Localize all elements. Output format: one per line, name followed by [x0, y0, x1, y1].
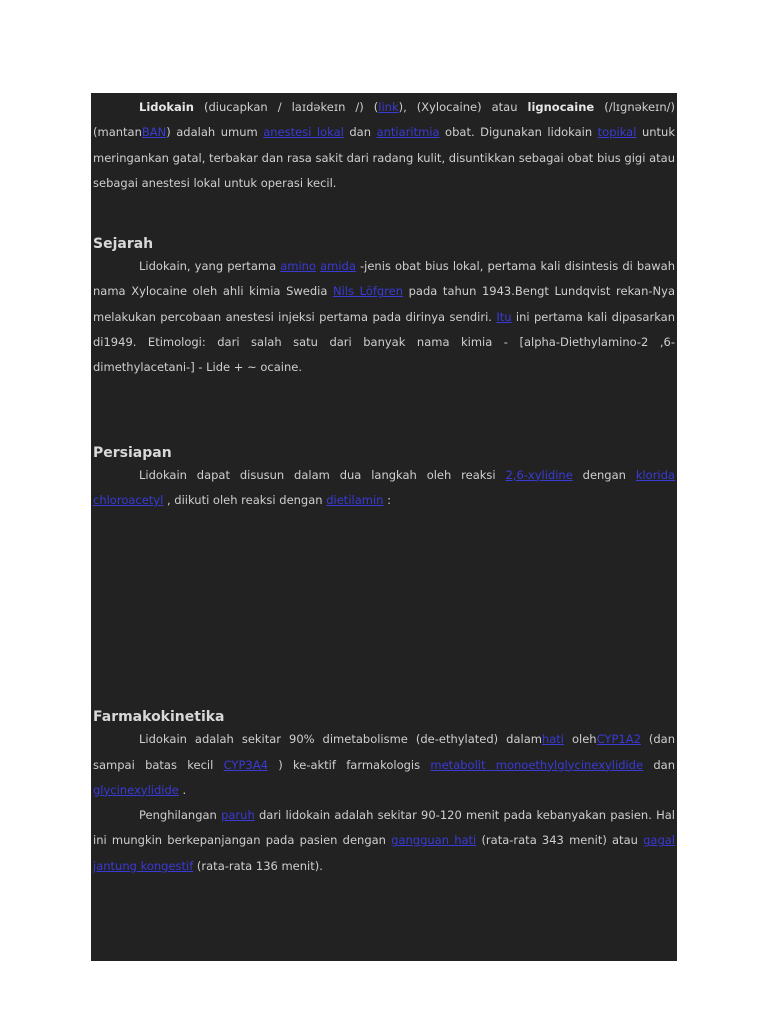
link-anestesi-lokal[interactable]: anestesi lokal [263, 125, 344, 140]
text: . [178, 782, 187, 797]
link-amida[interactable]: amida [320, 259, 356, 274]
link-topikal[interactable]: topikal [597, 125, 637, 140]
link-hati[interactable]: hati [541, 732, 564, 747]
link-cyp3a4[interactable]: CYP3A4 [223, 757, 268, 772]
text: dan [343, 125, 377, 140]
text: (/lɪɡnəkeɪn/) (mantan [93, 100, 675, 140]
document-page [91, 93, 677, 961]
farmakokinetika-paragraph-1 [93, 727, 675, 803]
text: obat. Digunakan lidokain [439, 125, 598, 140]
text: untuk meringankan gatal, terbakar dan rasa sakit dari radang kulit, disuntikkan sebagai obat bius gigi atau sebagai anestesi lokal untuk operasi kecil. [93, 125, 675, 190]
link-metabolit[interactable]: metabolit monoethylglycinexylidide [430, 757, 644, 772]
intro-paragraph [93, 95, 675, 196]
link-ban[interactable]: BAN [141, 125, 167, 140]
text: Lidokain adalah sekitar 90% dimetabolisme (de-ethylated) dalam [139, 732, 542, 747]
text: dan [643, 757, 675, 772]
link-amino[interactable]: amino [280, 259, 316, 274]
heading-sejarah: Sejarah [93, 236, 154, 253]
term-lidokain: Lidokain [139, 100, 194, 114]
persiapan-paragraph [93, 463, 675, 514]
link-itu[interactable]: Itu [496, 309, 512, 324]
text: ) ke-aktif farmakologis [267, 757, 431, 772]
link-glycinexylidide[interactable]: glycinexylidide [93, 782, 179, 797]
link-xylidine[interactable]: 2,6-xylidine [505, 467, 573, 482]
text: (diucapkan / [193, 100, 292, 114]
text: Lidokain, yang pertama [139, 259, 281, 274]
term-lignocaine: lignocaine [527, 100, 595, 114]
link-nils-lofgren[interactable]: Nils Löfgren [333, 284, 404, 299]
text: /) ( [345, 100, 379, 114]
link-gangguan-hati[interactable]: gangguan hati [391, 833, 477, 848]
ipa-text: laɪdəkeɪn [291, 100, 346, 114]
text: (rata-rata 343 menit) atau [476, 833, 644, 848]
text: , diikuti oleh reaksi dengan [163, 492, 327, 507]
link-pronunciation[interactable]: link [378, 100, 399, 114]
text: Penghilangan [139, 808, 222, 823]
link-dietilamin[interactable]: dietilamin [326, 492, 384, 507]
text: ini pertama kali dipasarkan di1949. Etimologi: dari salah satu dari banyak nama kimia - [alpha-Diethylamino-2 ,6-dimethylacetani-] - Lide + ~ ocaine. [93, 309, 675, 375]
text: : [383, 492, 391, 507]
heading-persiapan: Persiapan [93, 444, 172, 461]
link-paruh[interactable]: paruh [221, 808, 255, 823]
text: (rata-rata 136 menit). [193, 858, 323, 873]
sejarah-paragraph [93, 254, 675, 380]
heading-farmakokinetika: Farmakokinetika [93, 709, 225, 726]
text: dari lidokain adalah sekitar 90-120 menit pada kebanyakan pasien. Hal ini mungkin berkepanjangan pada pasien dengan [93, 808, 675, 848]
link-antiaritmia[interactable]: antiaritmia [376, 125, 440, 140]
link-chloroacetyl[interactable]: klorida chloroacetyl [93, 467, 675, 507]
text: ), (Xylocaine) atau [398, 100, 528, 114]
text: (dan sampai batas kecil [93, 732, 675, 772]
link-gagal-jantung[interactable]: gagal jantung kongestif [93, 833, 675, 873]
text: -jenis obat bius lokal, pertama kali disintesis di bawah nama Xylocaine oleh ahli kimia Swedia [93, 259, 675, 299]
link-cyp1a2[interactable]: CYP1A2 [596, 732, 641, 747]
text: Lidokain dapat disusun dalam dua langkah oleh reaksi [139, 467, 506, 482]
farmakokinetika-paragraph-2 [93, 803, 675, 879]
text: oleh [564, 732, 597, 747]
text: dengan [572, 467, 636, 482]
text: ) adalah umum [166, 125, 264, 140]
text: pada tahun 1943.Bengt Lundqvist rekan-Nya melakukan percobaan anestesi injeksi pertama pada dirinya sendiri. [93, 284, 675, 324]
